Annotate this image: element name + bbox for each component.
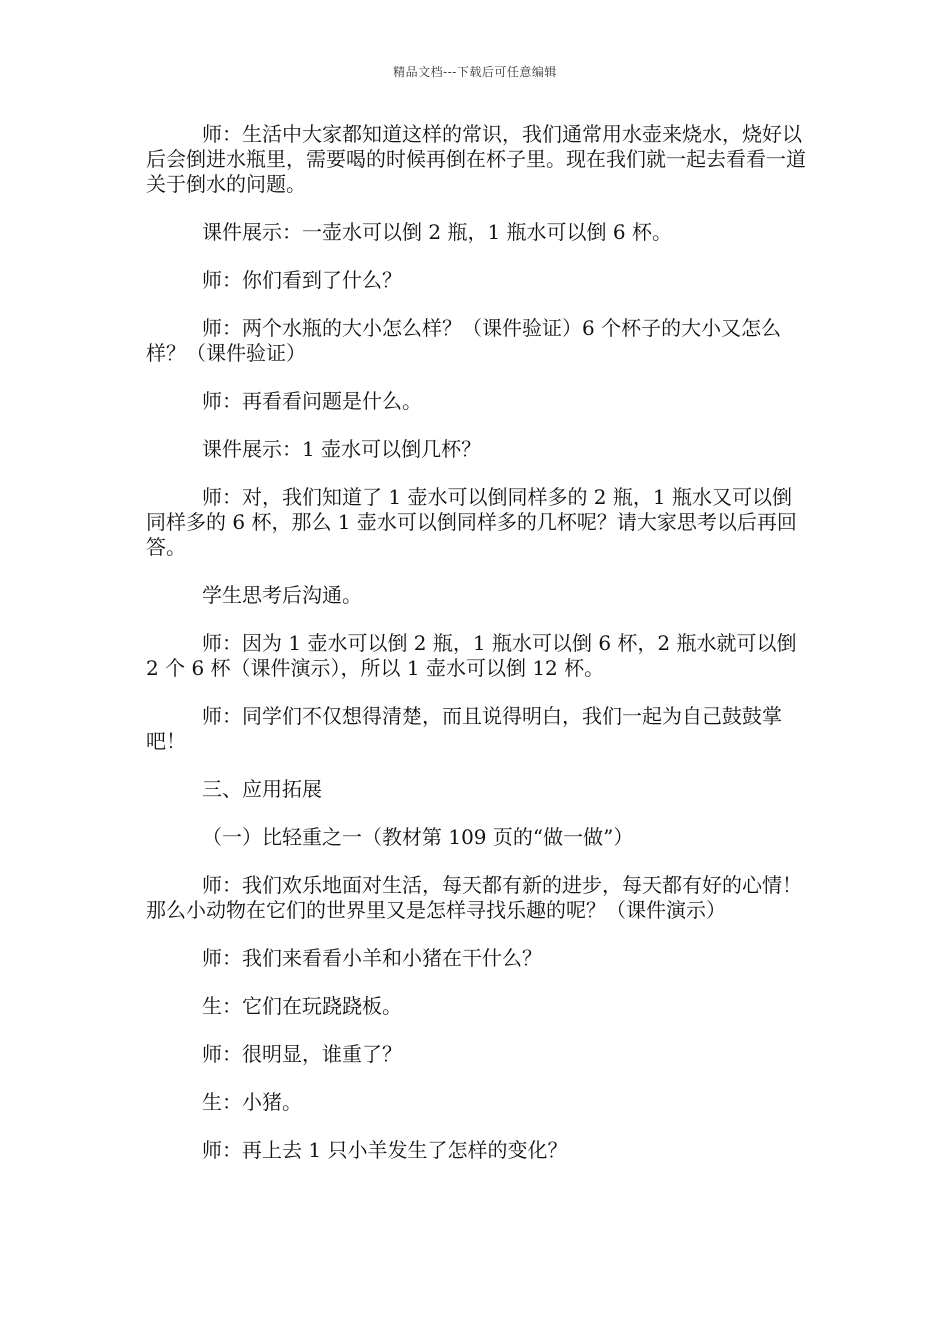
paragraph-animals: 师：我们欢乐地面对生活，每天都有新的进步，每天都有好的心情！那么小动物在它们的世界里又是怎样寻找乐趣的呢？（课件演示） bbox=[146, 873, 802, 922]
paragraph-seesaw-question: 师：我们来看看小羊和小猪在干什么？ bbox=[202, 946, 542, 970]
paragraph-think: 师：对，我们知道了 1 壶水可以倒同样多的 2 瓶，1 瓶水又可以倒同样多的 6 杯，那么 1 壶水可以倒同样多的几杯呢？请大家思考以后再回答。 bbox=[146, 485, 797, 559]
section-heading: 三、应用拓展 bbox=[202, 777, 322, 801]
paragraph-intro: 师：生活中大家都知道这样的常识，我们通常用水壶来烧水，烧好以后会倒进水瓶里，需要喝的时候再倒在杯子里。现在我们就一起去看看一道关于倒水的问题。 bbox=[146, 122, 806, 196]
paragraph-heavier-question: 师：很明显，谁重了？ bbox=[202, 1042, 402, 1066]
paragraph-praise: 师：同学们不仅想得清楚，而且说得明白，我们一起为自己鼓鼓掌吧！ bbox=[146, 704, 782, 753]
subsection-heading: （一）比轻重之一（教材第 109 页的“做一做”） bbox=[202, 825, 634, 849]
paragraph-size-check: 师：两个水瓶的大小怎么样？（课件验证）6 个杯子的大小又怎么样？（课件验证） bbox=[146, 316, 782, 365]
paragraph-teacher-question: 师：你们看到了什么？ bbox=[202, 268, 402, 292]
paragraph-heavier-answer: 生：小猪。 bbox=[202, 1090, 302, 1114]
paragraph-problem: 师：再看看问题是什么。 bbox=[202, 389, 422, 413]
page-header: 精品文档---下载后可任意编辑 bbox=[393, 65, 557, 79]
paragraph-student-discuss: 学生思考后沟通。 bbox=[202, 583, 362, 607]
paragraph-change-question: 师：再上去 1 只小羊发生了怎样的变化？ bbox=[202, 1138, 568, 1162]
paragraph-courseware-1: 课件展示：一壶水可以倒 2 瓶，1 瓶水可以倒 6 杯。 bbox=[202, 220, 672, 244]
document-body bbox=[146, 122, 808, 1186]
paragraph-explanation: 师：因为 1 壶水可以倒 2 瓶，1 瓶水可以倒 6 杯，2 瓶水就可以倒 2 个 6 杯（课件演示），所以 1 壶水可以倒 12 杯。 bbox=[146, 631, 797, 680]
paragraph-seesaw-answer: 生：它们在玩跷跷板。 bbox=[202, 994, 402, 1018]
paragraph-courseware-2: 课件展示：1 壶水可以倒几杯？ bbox=[202, 437, 482, 461]
